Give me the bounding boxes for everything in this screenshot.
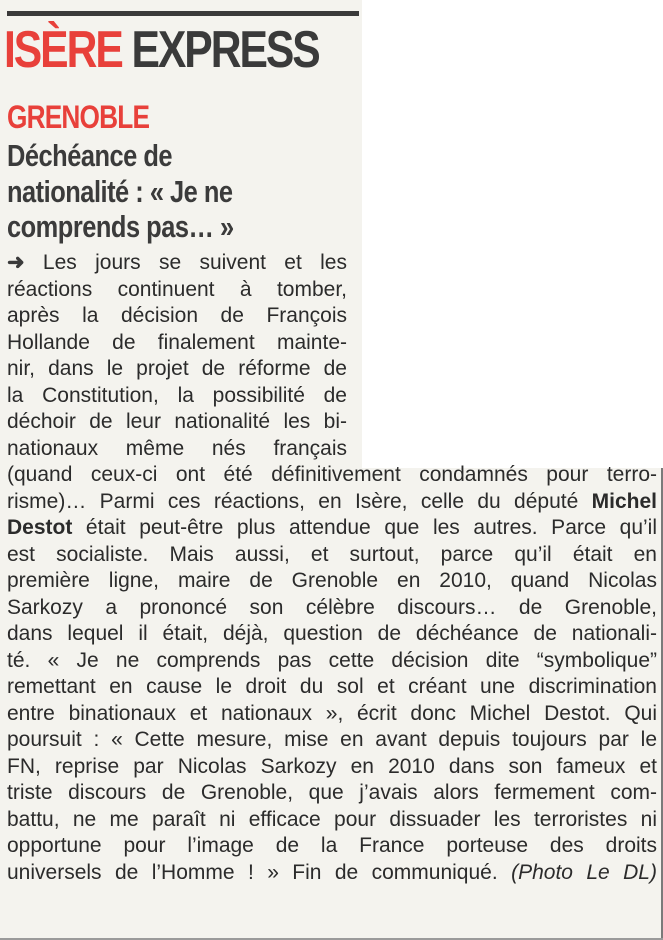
body-line: FN, reprise par Nicolas Sarkozy en 2010 dans son fameux et — [7, 754, 657, 778]
body-line: réactions continuent à tomber, — [7, 277, 347, 301]
arrow-icon: ➜ — [7, 251, 25, 274]
body-line: universels de l’Homme ! » Fin de communiqué. (Photo Le DL) — [7, 860, 657, 884]
article-body — [7, 250, 657, 886]
body-line: déchoir de leur nationalité les bi- — [7, 410, 347, 433]
body-line: nationaux même nés français — [7, 436, 347, 460]
body-line: remettant en cause le droit du sol et créant une discrimination — [7, 675, 657, 698]
body-line: té. « Je ne comprends pas cette décision dite “symbolique” — [7, 648, 657, 672]
rubric-isere: ISÈRE — [4, 21, 122, 79]
body-line: poursuit : « Cette mesure, mise en avant depuis toujours par le — [7, 728, 657, 751]
body-narrow-column — [7, 250, 657, 462]
rubric-express: EXPRESS — [131, 21, 319, 79]
body-line: Sarkozy a prononcé son célèbre discours… de Grenoble, — [7, 595, 657, 619]
body-line: est socialiste. Mais aussi, et surtout, parce qu’il était en — [7, 542, 657, 566]
body-line: après la décision de François — [7, 304, 347, 327]
body-line: entre binationaux et nationaux », écrit donc Michel Destot. Qui — [7, 701, 657, 725]
headline-line: comprends pas… » — [7, 209, 234, 244]
body-line: dans lequel il était, déjà, question de déchéance de nationali- — [7, 622, 657, 645]
body-line — [7, 250, 347, 277]
body-line: Hollande de finalement mainte- — [7, 330, 347, 354]
body-line: nir, dans le projet de réforme de — [7, 357, 347, 380]
body-line: risme)… Parmi ces réactions, en Isère, celle du député Michel — [7, 489, 657, 513]
body-line: (quand ceux-ci ont été définitivement condamnés pour terro- — [7, 463, 657, 486]
body-line-text: Les jours se suivent et les — [24, 251, 347, 274]
headline-line: Déchéance de — [7, 138, 173, 173]
section-rubric — [4, 18, 319, 82]
article-headline — [7, 138, 351, 245]
top-rule — [7, 11, 359, 16]
person-name: Michel — [591, 489, 657, 513]
city-label: GRENOBLE — [7, 99, 150, 135]
body-line: triste discours de Grenoble, que j’avais alors fermement com- — [7, 781, 657, 804]
body-line: Destot était peut-être plus attendue que les autres. Parce qu’il — [7, 516, 657, 539]
headline-line: nationalité : « Je ne — [7, 173, 233, 209]
photo-credit: (Photo Le DL) — [511, 860, 657, 884]
body-line: battu, ne me paraît ni efficace pour dissuader les terroristes ni — [7, 807, 657, 831]
person-name: Destot — [7, 516, 73, 539]
body-wide-column — [7, 462, 657, 886]
body-line: opportune pour l’image de la France porteuse des droits — [7, 834, 657, 857]
body-line: première ligne, maire de Grenoble en 2010, quand Nicolas — [7, 569, 657, 592]
body-line: la Constitution, la possibilité de — [7, 383, 347, 407]
